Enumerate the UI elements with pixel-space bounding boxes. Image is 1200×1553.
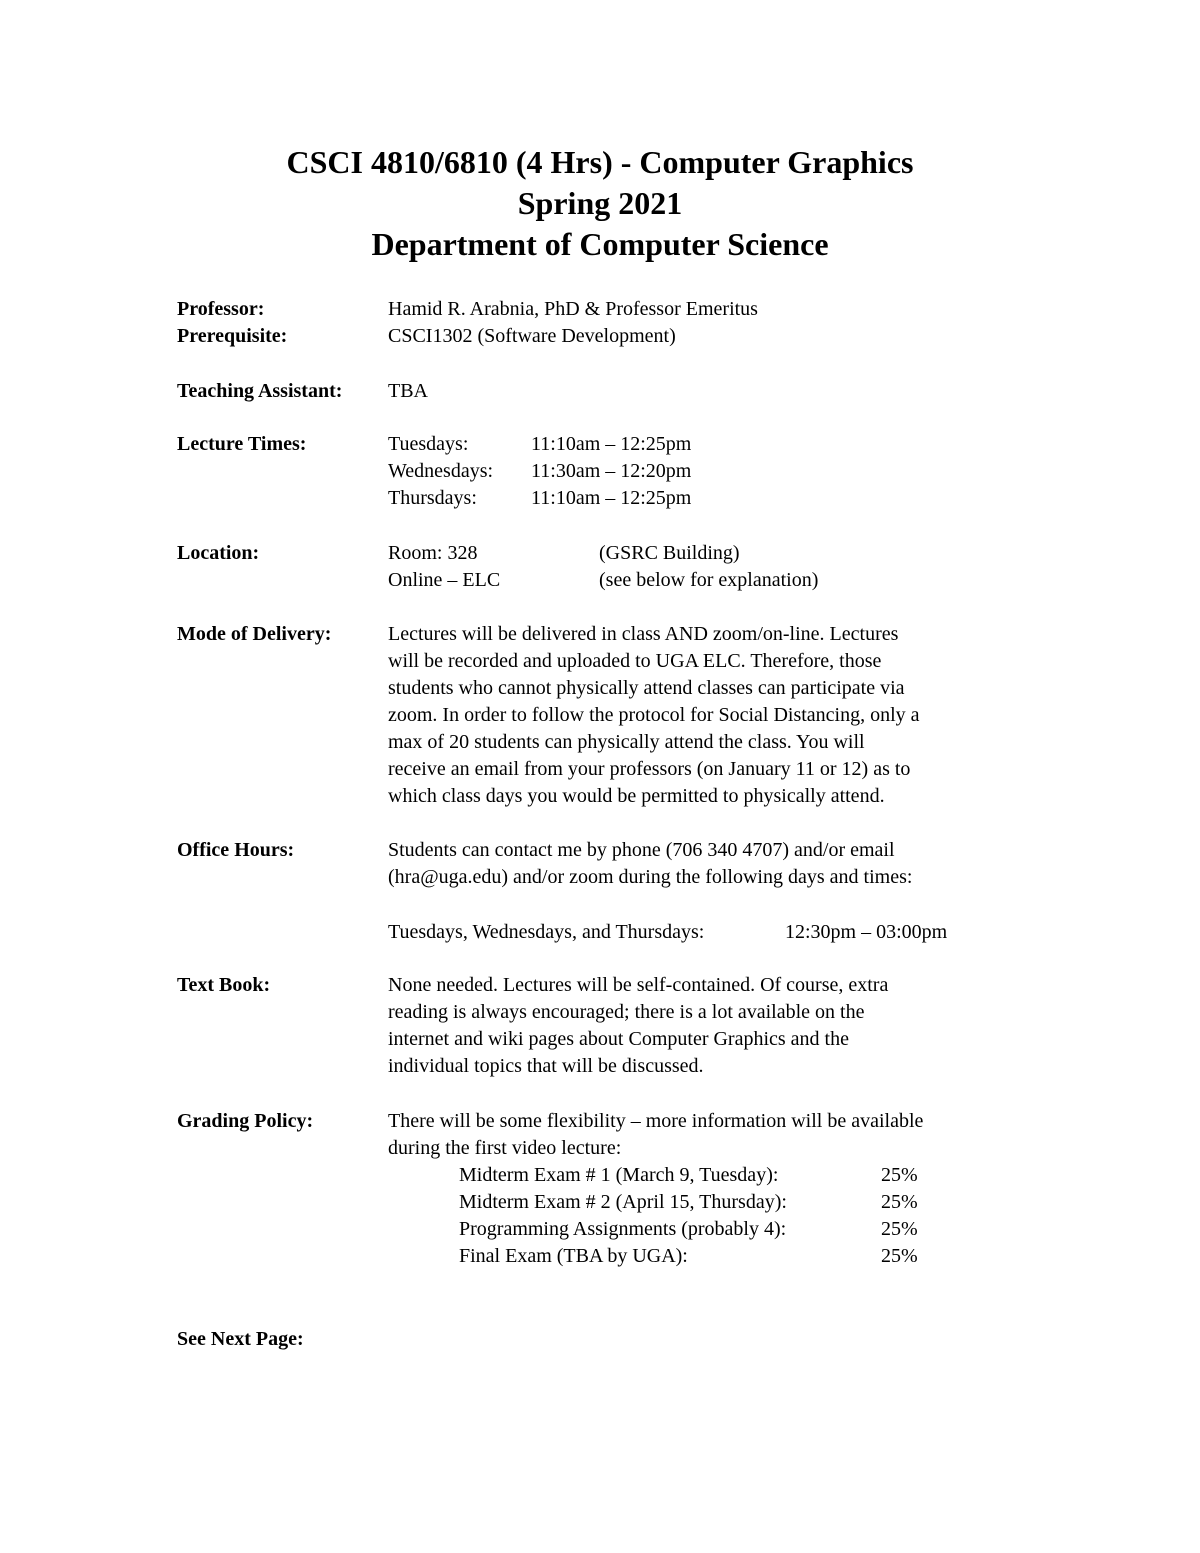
text-book-line: individual topics that will be discussed. bbox=[388, 1055, 704, 1077]
text-book-line: None needed. Lectures will be self-contained. Of course, extra bbox=[388, 974, 889, 996]
grading-line: during the first video lecture: bbox=[388, 1137, 622, 1159]
lecture-day: Thursdays: bbox=[388, 487, 477, 509]
professor-label: Professor: bbox=[177, 298, 265, 320]
location-place: Room: 328 bbox=[388, 542, 478, 564]
office-hours-text bbox=[388, 837, 1028, 891]
ta-value: TBA bbox=[388, 380, 428, 402]
course-title: CSCI 4810/6810 (4 Hrs) - Computer Graphics bbox=[286, 144, 914, 180]
grading-text bbox=[388, 1108, 1028, 1162]
delivery-line: max of 20 students can physically attend the class. You will bbox=[388, 731, 865, 753]
grading-item-weight: 25% bbox=[881, 1218, 918, 1240]
lecture-day: Tuesdays: bbox=[388, 433, 469, 455]
grading-line: There will be some flexibility – more information will be available bbox=[388, 1110, 924, 1132]
lecture-time: 11:30am – 12:20pm bbox=[531, 460, 692, 482]
professor-value: Hamid R. Arabnia, PhD & Professor Emeritus bbox=[388, 298, 758, 320]
delivery-text bbox=[388, 621, 1028, 810]
lecture-times-label: Lecture Times: bbox=[177, 433, 307, 455]
grading-label: Grading Policy: bbox=[177, 1110, 314, 1132]
delivery-line: which class days you would be permitted to physically attend. bbox=[388, 785, 885, 807]
lecture-day: Wednesdays: bbox=[388, 460, 494, 482]
text-book-line: reading is always encouraged; there is a lot available on the bbox=[388, 1001, 865, 1023]
lecture-time: 11:10am – 12:25pm bbox=[531, 487, 692, 509]
delivery-line: will be recorded and uploaded to UGA ELC. Therefore, those bbox=[388, 650, 882, 672]
office-hours-line: Students can contact me by phone (706 340 4707) and/or email bbox=[388, 839, 895, 861]
lecture-time: 11:10am – 12:25pm bbox=[531, 433, 692, 455]
location-place: Online – ELC bbox=[388, 569, 501, 591]
text-book-line: internet and wiki pages about Computer Graphics and the bbox=[388, 1028, 849, 1050]
office-hours-time: 12:30pm – 03:00pm bbox=[785, 921, 948, 943]
delivery-line: zoom. In order to follow the protocol for Social Distancing, only a bbox=[388, 704, 920, 726]
semester-title: Spring 2021 bbox=[517, 185, 683, 221]
prerequisite-value: CSCI1302 (Software Development) bbox=[388, 325, 676, 347]
location-note: (see below for explanation) bbox=[599, 569, 819, 591]
delivery-line: receive an email from your professors (on January 11 or 12) as to bbox=[388, 758, 911, 780]
grading-item-weight: 25% bbox=[881, 1245, 918, 1267]
delivery-label: Mode of Delivery: bbox=[177, 623, 332, 645]
office-hours-days: Tuesdays, Wednesdays, and Thursdays: bbox=[388, 921, 705, 943]
text-book-label: Text Book: bbox=[177, 974, 271, 996]
see-next-page-label: See Next Page: bbox=[177, 1328, 304, 1350]
location-note: (GSRC Building) bbox=[599, 542, 740, 564]
delivery-line: students who cannot physically attend classes can participate via bbox=[388, 677, 905, 699]
location-label: Location: bbox=[177, 542, 260, 564]
department-title: Department of Computer Science bbox=[371, 226, 829, 262]
grading-item-weight: 25% bbox=[881, 1191, 918, 1213]
delivery-line: Lectures will be delivered in class AND zoom/on-line. Lectures bbox=[388, 623, 899, 645]
text-book-text bbox=[388, 972, 1028, 1080]
grading-item-name: Midterm Exam # 1 (March 9, Tuesday): bbox=[459, 1164, 779, 1186]
grading-item-weight: 25% bbox=[881, 1164, 918, 1186]
prerequisite-label: Prerequisite: bbox=[177, 325, 288, 347]
office-hours-label: Office Hours: bbox=[177, 839, 295, 861]
office-hours-line: (hra@uga.edu) and/or zoom during the following days and times: bbox=[388, 866, 913, 888]
grading-item-name: Final Exam (TBA by UGA): bbox=[459, 1245, 688, 1267]
grading-item-name: Midterm Exam # 2 (April 15, Thursday): bbox=[459, 1191, 787, 1213]
grading-item-name: Programming Assignments (probably 4): bbox=[459, 1218, 787, 1240]
ta-label: Teaching Assistant: bbox=[177, 380, 343, 402]
